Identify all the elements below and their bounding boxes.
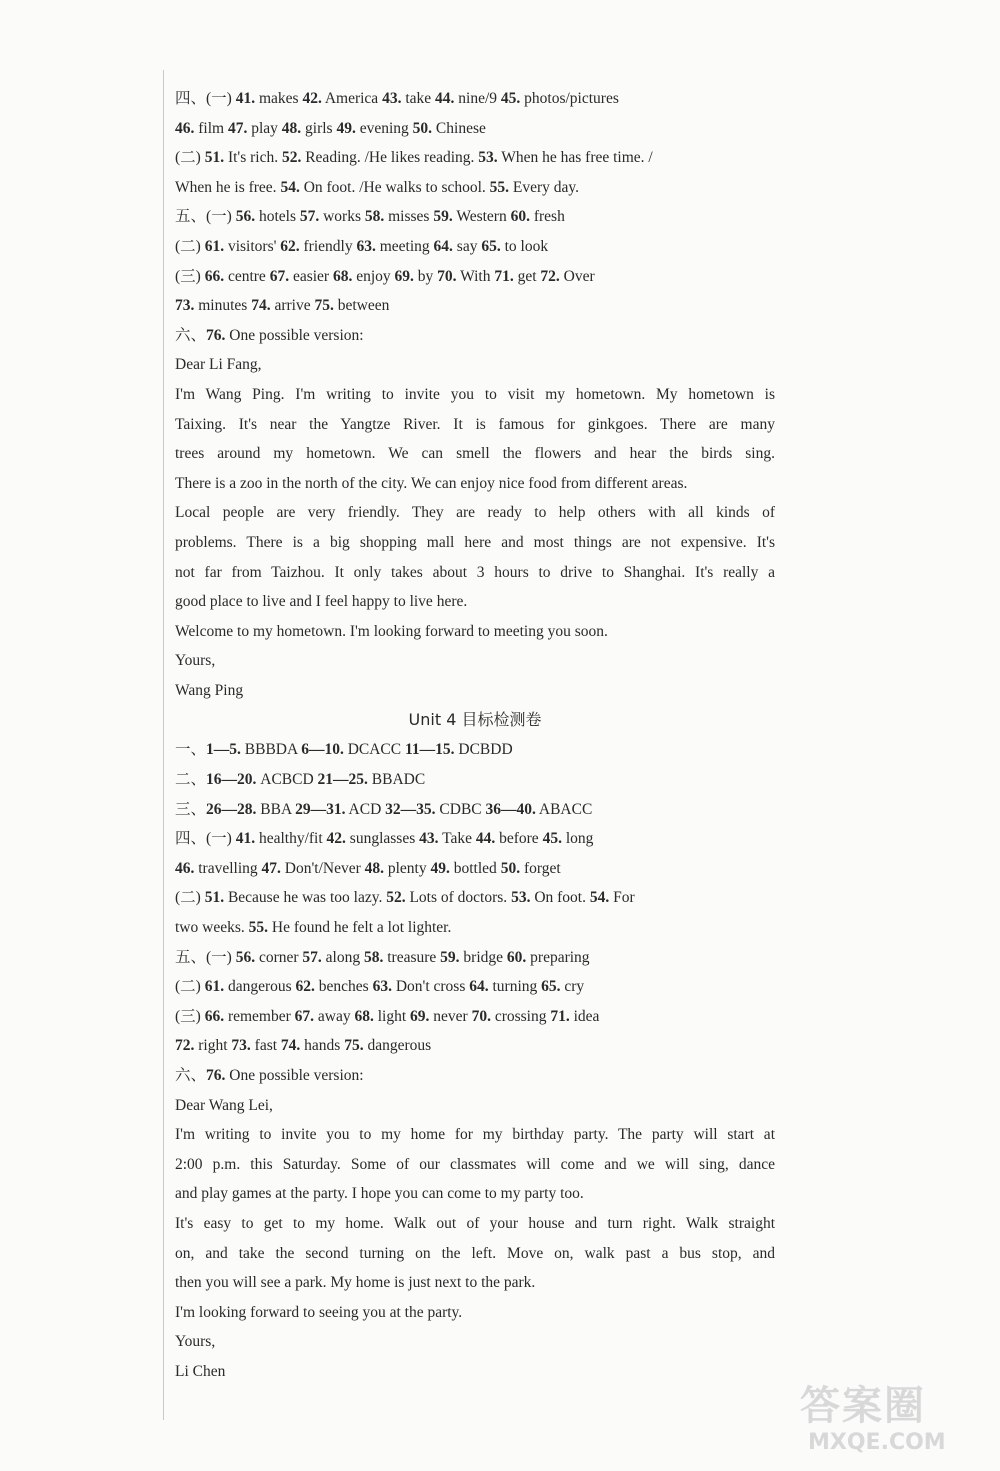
answer-text: remember (224, 1007, 295, 1025)
answer-text: take (401, 90, 436, 107)
question-number: 59. (433, 208, 453, 226)
answer-text: visitors' (224, 237, 281, 255)
question-number: 46. (175, 859, 195, 877)
answer-line (175, 972, 775, 1002)
letter-line: Dear Wang Lei, (175, 1096, 273, 1114)
question-number: 1—5. (206, 741, 241, 759)
answer-text: fresh (529, 208, 565, 226)
question-number: 61. (204, 237, 225, 255)
answer-text: works (319, 208, 365, 226)
question-number: 54. (280, 178, 300, 196)
answer-text: On foot. /He walks to school. (299, 178, 490, 196)
question-number: 52. (281, 149, 302, 167)
question-number: 70. (471, 1007, 491, 1025)
question-number: 47. (261, 859, 281, 877)
question-number: 43. (382, 90, 402, 107)
question-number: 74. (280, 1037, 301, 1055)
answer-text: ABACC (535, 800, 593, 818)
answer-line (175, 1031, 775, 1061)
answer-text: idea (569, 1007, 600, 1025)
question-number: 55. (489, 178, 510, 196)
question-number: 71. (494, 267, 514, 285)
answer-text: to look (500, 237, 549, 255)
answer-line (175, 84, 775, 114)
answer-line (175, 232, 775, 262)
letter-line: trees around my hometown. We can smell the flowers and hear the birds sing. (175, 445, 775, 463)
watermark-en: MXQE.COM (808, 1430, 946, 1455)
question-number: 60. (506, 948, 527, 966)
answer-text: Chinese (432, 119, 486, 137)
answer-text: corner (255, 948, 303, 966)
question-number: 76. (206, 326, 226, 344)
answer-line (175, 143, 775, 173)
answer-text: One possible version: (225, 326, 364, 344)
answer-text: When he has free time. / (497, 149, 653, 167)
answer-text: One possible version: (225, 1067, 364, 1084)
answer-text: Over (559, 267, 595, 285)
question-number: 73. (175, 297, 195, 315)
answer-text: For (609, 889, 635, 907)
question-number: 6—10. (301, 741, 344, 759)
letter-line: It's easy to get to my home. Walk out of your house and turn right. Walk straight (175, 1214, 775, 1232)
unit4-letter (175, 1091, 775, 1387)
answer-text: evening (355, 119, 413, 137)
answer-text: Because he was too lazy. (224, 889, 387, 907)
watermark-cn: 答案圈 (800, 1383, 926, 1429)
answer-text: girls (301, 119, 337, 137)
question-number: 47. (227, 119, 248, 137)
question-number: 58. (364, 208, 385, 226)
question-number: 66. (204, 1007, 225, 1025)
answer-text: meeting (375, 237, 434, 255)
answer-text: With (456, 267, 495, 285)
answer-line (175, 795, 775, 825)
answer-text: (三) (175, 1007, 205, 1025)
answer-text: hotels (255, 208, 300, 226)
answer-text: play (247, 119, 282, 137)
answer-text: light (373, 1007, 411, 1025)
answer-text: get (513, 267, 541, 285)
question-number: 75. (344, 1037, 364, 1055)
question-number: 44. (435, 90, 455, 107)
answer-text: treasure (383, 948, 441, 966)
answer-line (175, 824, 775, 854)
question-number: 45. (542, 830, 562, 848)
question-number: 53. (511, 889, 531, 907)
answer-line (175, 173, 775, 203)
answer-text: hands (300, 1037, 345, 1055)
letter-line: Wang Ping (175, 681, 244, 699)
answer-line (175, 262, 775, 292)
question-number: 60. (510, 208, 530, 226)
question-number: 73. (231, 1037, 251, 1055)
answer-text: dangerous (363, 1037, 432, 1055)
letter-line: Welcome to my hometown. I'm looking forward to meeting you soon. (175, 622, 608, 640)
answer-text: Take (438, 830, 476, 848)
answer-text: DCACC (343, 741, 405, 759)
question-number: 62. (295, 978, 315, 996)
question-number: 64. (469, 978, 489, 996)
question-number: 55. (248, 919, 268, 937)
question-number: 69. (394, 267, 414, 285)
answer-text: film (194, 119, 228, 137)
letter-line: Yours, (175, 652, 216, 670)
answer-text: When he is free. (175, 178, 281, 196)
answer-text: BBADC (367, 771, 426, 789)
question-number: 48. (281, 119, 302, 137)
answer-text: healthy/fit (255, 830, 327, 848)
answer-text: along (321, 948, 364, 966)
question-number: 41. (235, 830, 256, 848)
left-margin-rule (163, 70, 164, 1420)
answer-text: crossing (490, 1007, 551, 1025)
letter-line: I'm writing to invite you to my home for my birthday party. The party will start at (175, 1126, 775, 1144)
question-number: 11—15. (404, 741, 455, 759)
question-number: 51. (204, 889, 225, 907)
question-number: 64. (433, 237, 453, 255)
unit4-title: Unit 4 目标检测卷 (408, 710, 542, 730)
answer-text: 三、 (175, 800, 207, 818)
answer-text: easier (289, 267, 333, 285)
answer-text: right (194, 1037, 232, 1055)
question-number: 53. (478, 149, 498, 167)
answer-text: say (452, 237, 482, 255)
question-number: 43. (419, 830, 439, 848)
answer-text: never (429, 1007, 472, 1025)
question-number: 61. (204, 978, 225, 996)
answer-text: makes (255, 90, 303, 107)
question-number: 71. (550, 1007, 570, 1025)
answer-text: (三) (175, 267, 205, 285)
answer-text: centre (224, 267, 270, 285)
question-number: 58. (363, 948, 384, 966)
letter-line: Li Chen (175, 1362, 226, 1380)
question-number: 45. (500, 90, 521, 107)
question-number: 50. (412, 119, 433, 137)
answer-text: DCBDD (454, 741, 513, 759)
question-number: 76. (206, 1067, 226, 1084)
answer-text: On foot. (530, 889, 590, 907)
answer-line (175, 114, 775, 144)
question-number: 57. (299, 208, 320, 226)
section1-answers (175, 84, 775, 350)
answer-text: 五、(一) (175, 948, 236, 966)
question-number: 72. (175, 1037, 195, 1055)
question-number: 68. (354, 1007, 374, 1025)
section1-letter (175, 350, 775, 705)
answer-text: 四、(一) (175, 90, 236, 107)
answer-line (175, 913, 775, 943)
question-number: 41. (235, 90, 256, 107)
question-number: 74. (251, 297, 271, 315)
answer-text: 二、 (175, 771, 207, 789)
answer-text: Every day. (509, 178, 580, 196)
answer-line (175, 883, 775, 913)
question-number: 65. (481, 237, 501, 255)
question-number: 67. (269, 267, 290, 285)
answer-text: Western (452, 208, 511, 226)
answer-line (175, 765, 775, 795)
answer-text: ACD (345, 800, 386, 818)
letter-line: There is a zoo in the north of the city. We can enjoy nice food from different areas. (175, 474, 688, 492)
letter-line: Taixing. It's near the Yangtze River. It is famous for ginkgoes. There are many (175, 415, 775, 433)
answer-text: 六、 (175, 1067, 207, 1084)
answer-text: forget (520, 859, 561, 877)
question-number: 42. (326, 830, 346, 848)
letter-line: then you will see a park. My home is just next to the park. (175, 1274, 536, 1292)
answer-text: plenty (384, 859, 431, 877)
answer-text: 六、 (175, 326, 207, 344)
letter-line: problems. There is a big shopping mall here and most things are not expensive. It's (175, 533, 775, 551)
answer-text: away (314, 1007, 355, 1025)
letter-line: Yours, (175, 1333, 216, 1351)
answer-text: sunglasses (345, 830, 420, 848)
answer-text: travelling (194, 859, 262, 877)
question-number: 32—35. (385, 800, 436, 818)
answer-text: It's rich. (224, 149, 282, 167)
question-number: 75. (314, 297, 334, 315)
answer-line (175, 202, 775, 232)
answer-text: bottled (449, 859, 501, 877)
question-number: 52. (386, 889, 406, 907)
answer-text: (二) (175, 889, 205, 907)
question-number: 56. (235, 208, 256, 226)
answer-text: bridge (459, 948, 507, 966)
answer-content (175, 84, 775, 1387)
question-number: 57. (302, 948, 322, 966)
answer-text: by (413, 267, 438, 285)
answer-line (175, 854, 775, 884)
letter-line: good place to live and I feel happy to live here. (175, 593, 468, 611)
answer-text: BBA (256, 800, 296, 818)
question-number: 16—20. (206, 771, 257, 789)
question-number: 65. (541, 978, 561, 996)
question-number: 67. (294, 1007, 315, 1025)
question-number: 63. (372, 978, 392, 996)
answer-text: (二) (175, 978, 205, 996)
answer-text: CDBC (435, 800, 486, 818)
answer-text: preparing (526, 948, 590, 966)
question-number: 66. (204, 267, 225, 285)
question-number: 63. (356, 237, 376, 255)
answer-text: enjoy (352, 267, 395, 285)
letter-line: Dear Li Fang, (175, 356, 262, 374)
letter-line: on, and take the second turning on the left. Move on, walk past a bus stop, and (175, 1244, 775, 1262)
question-number: 56. (235, 948, 256, 966)
answer-text: cry (560, 978, 585, 996)
answer-text: Don't/Never (280, 859, 365, 877)
letter-line: not far from Taizhou. It only takes about 3 hours to drive to Shanghai. It's really a (175, 563, 775, 581)
answer-text: turning (488, 978, 542, 996)
answer-text: BBBDA (240, 741, 302, 759)
letter-line: and play games at the party. I hope you can come to my party too. (175, 1185, 584, 1203)
question-number: 44. (475, 830, 496, 848)
question-number: 62. (280, 237, 300, 255)
answer-text: Lots of doctors. (405, 889, 512, 907)
question-number: 36—40. (485, 800, 536, 818)
letter-line: I'm Wang Ping. I'm writing to invite you to visit my hometown. My hometown is (175, 385, 775, 403)
answer-text: He found he felt a lot lighter. (268, 919, 452, 937)
answer-text: minutes (194, 297, 252, 315)
answer-text: Reading. /He likes reading. (301, 149, 479, 167)
answer-text: photos/pictures (520, 90, 619, 107)
answer-line (175, 943, 775, 973)
answer-text: Don't cross (391, 978, 470, 996)
answer-line (175, 1061, 775, 1091)
question-number: 21—25. (317, 771, 368, 789)
answer-text: dangerous (224, 978, 296, 996)
answer-text: nine/9 (454, 90, 501, 107)
question-number: 49. (430, 859, 450, 877)
answer-text: fast (250, 1037, 281, 1055)
answer-text: ACBCD (256, 771, 318, 789)
question-number: 29—31. (295, 800, 346, 818)
question-number: 46. (175, 119, 195, 137)
question-number: 59. (440, 948, 460, 966)
unit4-answers (175, 735, 775, 1090)
answer-text: America (321, 90, 383, 107)
answer-text: between (333, 297, 390, 315)
answer-text: before (495, 830, 543, 848)
answer-line (175, 291, 775, 321)
letter-line: I'm looking forward to seeing you at the party. (175, 1303, 463, 1321)
question-number: 49. (336, 119, 356, 137)
answer-line (175, 735, 775, 765)
question-number: 68. (332, 267, 353, 285)
answer-text: (二) (175, 237, 205, 255)
answer-text: long (561, 830, 594, 848)
question-number: 70. (437, 267, 457, 285)
question-number: 51. (204, 149, 225, 167)
question-number: 50. (500, 859, 521, 877)
question-number: 72. (540, 267, 560, 285)
question-number: 48. (364, 859, 384, 877)
answer-text: two weeks. (175, 919, 249, 937)
answer-text: arrive (270, 297, 315, 315)
answer-line (175, 321, 775, 351)
site-watermark-logo (800, 1382, 980, 1462)
question-number: 69. (410, 1007, 430, 1025)
answer-text: misses (384, 208, 434, 226)
letter-line: 2:00 p.m. this Saturday. Some of our classmates will come and we will sing, dance (175, 1155, 775, 1173)
question-number: 42. (302, 90, 322, 107)
answer-text: 一、 (175, 741, 207, 759)
question-number: 26—28. (206, 800, 257, 818)
answer-text: friendly (299, 237, 357, 255)
answer-text: benches (314, 978, 373, 996)
letter-line: Local people are very friendly. They are ready to help others with all kinds of (175, 504, 775, 522)
answer-text: 四、(一) (175, 830, 236, 848)
answer-text: 五、(一) (175, 208, 236, 226)
answer-text: (二) (175, 149, 205, 167)
answer-line (175, 1002, 775, 1032)
question-number: 54. (589, 889, 610, 907)
